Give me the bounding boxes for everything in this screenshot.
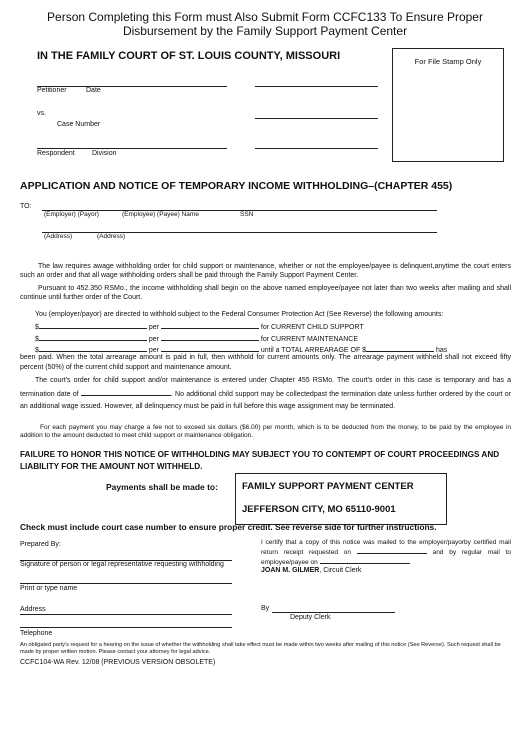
child-support-label: for CURRENT CHILD SUPPORT: [260, 324, 364, 331]
address-label-1: (Address): [44, 233, 73, 240]
payment-center-line-1: FAMILY SUPPORT PAYMENT CENTER: [242, 481, 414, 492]
address-field-label: Address: [20, 606, 46, 613]
hearing-note: An obligated party's request for a hearing on the issue of whether the withholding shall take effect must be made within two weeks after mailing of this notice (See Reverse). Such request shall be made by proper written motion. Please contact your attorney for legal advice.: [20, 642, 501, 655]
signature-label: Signature of person or legal representative requesting withholding: [20, 561, 224, 568]
to-label: TO:: [20, 203, 32, 210]
print-name-line: [20, 583, 232, 584]
deputy-signature-line: [272, 612, 395, 613]
case-number-line: [255, 118, 378, 119]
petitioner-label: Petitioner: [37, 87, 67, 94]
payment-center-box: [235, 473, 447, 525]
check-notice: Check must include court case number to ensure proper credit. See reverse side for further instructions.: [20, 522, 437, 532]
maintenance-period[interactable]: [161, 332, 259, 341]
division-line: [255, 148, 378, 149]
clerk-name: [261, 567, 361, 574]
employer-label: (Employer) (Payor): [44, 211, 99, 218]
court-order-text-b: . No additional child support may be collectedpast the termination date unless further ordered by the court or an additional wage issued. However, all delinquency must be paid in full before this wage assignment may be terminated.: [20, 391, 511, 410]
certify-text-a: I certify that a copy of this notice was mailed to the employer/payorby certified mail return receipt requested on: [261, 539, 511, 556]
has-label: has: [436, 347, 448, 354]
prepared-by-label: Prepared By:: [20, 541, 61, 548]
paragraph-fee: For each payment you may charge a fee not to exceed six dollars ($6.00) per month, which is to be deducted from the money, to be paid by the employee in addition to the amount deducted to meet child support or maintenance obligation.: [20, 424, 511, 439]
form-title: APPLICATION AND NOTICE OF TEMPORARY INCOME WITHHOLDING–(CHAPTER 455): [20, 180, 453, 192]
address-field-line: [20, 614, 232, 615]
print-name-label: Print or type name: [20, 585, 78, 592]
per-label: per: [148, 336, 159, 343]
respondent-label: Respondent: [37, 150, 75, 157]
payments-label: Payments shall be made to:: [106, 482, 218, 492]
file-stamp-box: [392, 48, 504, 162]
certification-text: [261, 539, 511, 567]
maintenance-amount[interactable]: [39, 332, 147, 341]
arrearage-until-label: until a TOTAL ARREARAGE OF $: [260, 347, 367, 354]
payment-center-line-2: JEFFERSON CITY, MO 65110-9001: [242, 504, 396, 515]
per-label: per: [148, 324, 159, 331]
employee-label: (Employee) (Payee) Name: [122, 211, 199, 218]
per-label: per: [148, 347, 159, 354]
vs-label: vs.: [37, 110, 46, 117]
file-stamp-label: For File Stamp Only: [414, 57, 482, 66]
header-line-1: Person Completing this Form must Also Submit Form CCFC133 To Ensure Proper: [47, 10, 483, 24]
paragraph-law: The law requires awage withholding order for child support or maintenance, whether or not the employee/payee is delinquent,anytime the court enters such an order and that all wage withholding orders shall be paid through the Family Support Payment Center.: [20, 263, 511, 279]
amount-row-child-support: [35, 320, 364, 331]
telephone-label: Telephone: [20, 630, 53, 637]
deputy-clerk-label: Deputy Clerk: [290, 614, 331, 621]
by-label: By: [261, 605, 270, 612]
header-notice: [0, 10, 530, 38]
maintenance-label: for CURRENT MAINTENANCE: [260, 336, 358, 343]
certify-text-b: and by regular mail to employee/payee on: [261, 549, 511, 566]
case-number-label: Case Number: [57, 121, 101, 128]
clerk-name-text: JOAN M. GILMER: [261, 567, 320, 574]
dollar-sign: $: [35, 347, 39, 354]
arrearage-period[interactable]: [161, 343, 259, 352]
ssn-label: SSN: [240, 211, 254, 218]
dollar-sign: $: [35, 336, 39, 343]
dollar-sign: $: [35, 324, 39, 331]
total-arrearage-amount[interactable]: [366, 343, 434, 352]
child-support-amount[interactable]: [39, 320, 147, 329]
court-order-text-a: The court's order for child support and/or maintenance is entered under Chapter 455 RSMo. The court's order in this case is temporary and has a termination date of: [20, 377, 511, 398]
date-label: Date: [86, 87, 101, 94]
certified-mail-date[interactable]: [357, 547, 427, 554]
paragraph-been-paid: been paid. When the total arrearage amount is paid in full, then withhold for current amounts only. The arrearage payment withheld shall not exceed fifty percent (50%) of the current child support and maintenance amount.: [20, 354, 511, 371]
termination-date-field[interactable]: [81, 387, 171, 396]
court-title: IN THE FAMILY COURT OF ST. LOUIS COUNTY, MISSOURI: [37, 50, 341, 62]
arrearage-amount[interactable]: [39, 343, 147, 352]
header-line-2: Disbursement by the Family Support Payment Center: [122, 24, 408, 38]
amount-row-maintenance: [35, 332, 358, 343]
paragraph-directed: You (employer/payor) are directed to withhold subject to the Federal Consumer Protection Act (See Reverse) the following amounts:: [35, 311, 444, 318]
regular-mail-date[interactable]: [320, 557, 410, 564]
address-label-2: (Address): [97, 233, 126, 240]
respondent-line: [37, 148, 227, 149]
paragraph-court-order: [20, 375, 511, 413]
child-support-period[interactable]: [161, 320, 259, 329]
telephone-line: [20, 627, 232, 628]
warning-notice: FAILURE TO HONOR THIS NOTICE OF WITHHOLDING MAY SUBJECT YOU TO CONTEMPT OF COURT PROCEEDINGS AND LIABILITY FOR THE AMOUNT NOT WITHHELD.: [20, 450, 500, 471]
clerk-title-text: , Circuit Clerk: [319, 567, 362, 574]
date-line: [255, 86, 378, 87]
form-id: CCFC104-WA Rev. 12/08 (PREVIOUS VERSION OBSOLETE): [20, 659, 216, 666]
division-label: Division: [92, 150, 117, 157]
paragraph-pursuant: Pursuant to 452.350 RSMo., the income withholding shall begin on the above named employee/payee not later than two weeks after mailing and shall continue until further order of the Court.: [20, 285, 511, 301]
